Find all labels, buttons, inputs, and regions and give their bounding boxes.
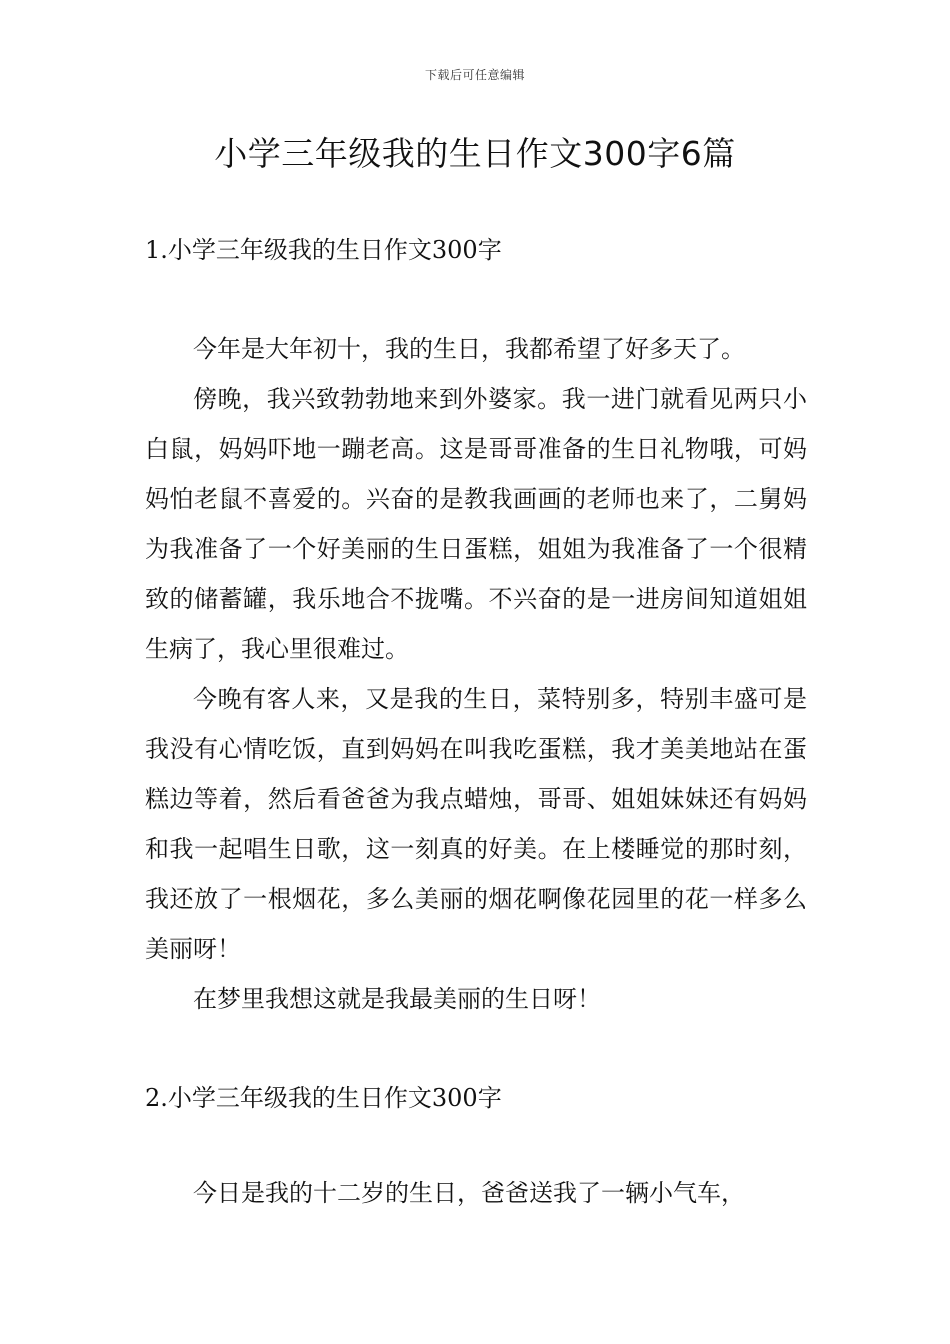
section-heading-1: 1.小学三年级我的生日作文300字 <box>145 236 502 264</box>
section-heading-2: 2.小学三年级我的生日作文300字 <box>145 1084 502 1112</box>
paragraph: 傍晚，我兴致勃勃地来到外婆家。我一进门就看见两只小白鼠，妈妈吓地一蹦老高。这是哥哥准备的生日礼物哦，可妈妈怕老鼠不喜爱的。兴奋的是教我画画的老师也来了，二舅妈为我准备了一个好美丽的生日蛋糕，姐姐为我准备了一个很精致的储蓄罐，我乐地合不拢嘴。不兴奋的是一进房间知道姐姐生病了，我心里很难过。 <box>145 385 807 663</box>
document-title: 小学三年级我的生日作文300字6篇 <box>214 134 736 173</box>
paragraph: 今年是大年初十，我的生日，我都希望了好多天了。 <box>193 335 745 363</box>
header-note: 下载后可任意编辑 <box>424 68 525 82</box>
paragraph: 今日是我的十二岁的生日，爸爸送我了一辆小气车， <box>193 1179 745 1207</box>
essay-body-2 <box>145 1168 807 1218</box>
paragraph: 在梦里我想这就是我最美丽的生日呀！ <box>193 985 601 1013</box>
paragraph: 今晚有客人来，又是我的生日，菜特别多，特别丰盛可是我没有心情吃饭，直到妈妈在叫我吃蛋糕，我才美美地站在蛋糕边等着，然后看爸爸为我点蜡烛，哥哥、姐姐妹妹还有妈妈和我一起唱生日歌，这一刻真的好美。在上楼睡觉的那时刻，我还放了一根烟花，多么美丽的烟花啊像花园里的花一样多么美丽呀！ <box>145 685 807 963</box>
essay-body-1 <box>145 324 807 1024</box>
